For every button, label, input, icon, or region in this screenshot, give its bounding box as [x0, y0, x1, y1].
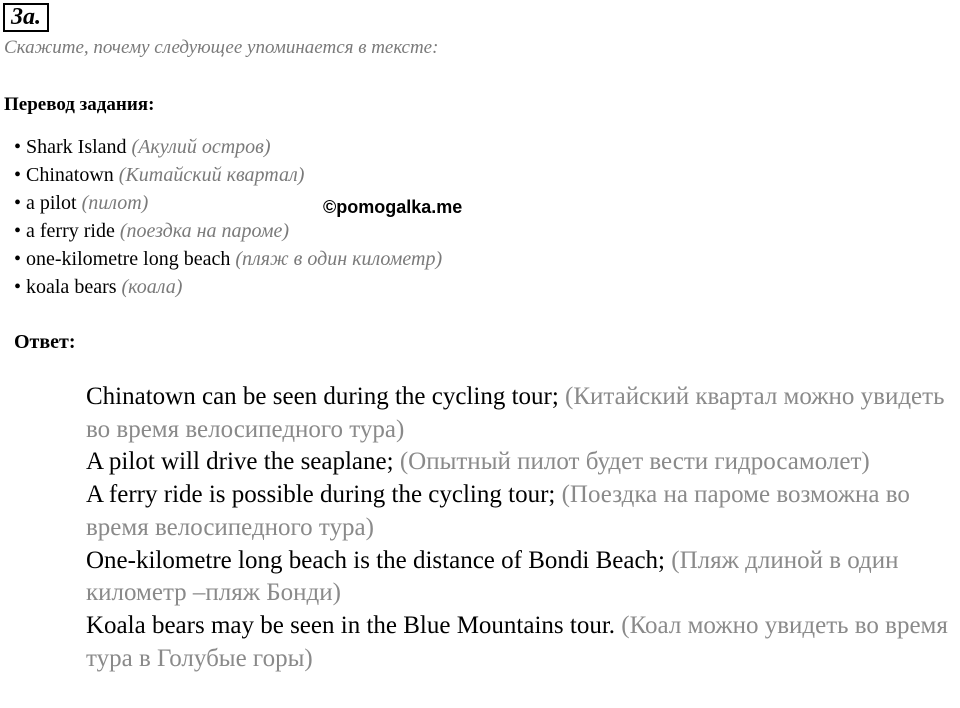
answer-ru: (Поездка на пароме возможна во время велосипедного тура) — [86, 481, 910, 541]
term-ru: (пляж в один километр) — [235, 248, 443, 270]
answer-ru: (Коал можно увидеть во время тура в Голубые горы) — [86, 611, 948, 672]
answer-en: A pilot will drive the seaplane; — [86, 448, 394, 476]
answer-line — [86, 610, 960, 675]
answer-text — [86, 381, 960, 675]
term-ru: (пилот) — [81, 192, 149, 214]
answer-ru: (Пляж длиной в один километр –пляж Бонди) — [86, 546, 899, 607]
list-item — [14, 133, 442, 161]
list-item — [14, 217, 442, 245]
task-instruction: Скажите, почему следующее упоминается в тексте: — [4, 37, 439, 58]
term-en: • a ferry ride — [14, 220, 115, 242]
answer-line — [86, 545, 960, 610]
answer-en: Koala bears may be seen in the Blue Mountains tour. — [86, 611, 616, 639]
term-en: • one-kilometre long beach — [14, 248, 231, 270]
term-ru: (Акулий остров) — [131, 136, 271, 158]
term-ru: (Китайский квартал) — [118, 164, 305, 186]
task-number: 3a. — [3, 3, 49, 32]
term-en: • a pilot — [14, 192, 77, 214]
answer-ru: (Китайский квартал можно увидеть во время велосипедного тура) — [86, 383, 945, 443]
watermark: ©pomogalka.me — [323, 197, 463, 217]
answer-ru: (Опытный пилот будет вести гидросамолет) — [399, 448, 870, 476]
term-en: • Shark Island — [14, 136, 127, 158]
translation-heading: Перевод задания: — [4, 94, 155, 115]
answer-line — [86, 381, 960, 446]
term-ru: (поездка на пароме) — [119, 220, 290, 242]
answer-en: One-kilometre long beach is the distance of Bondi Beach; — [86, 546, 665, 574]
answer-line — [86, 479, 960, 544]
term-ru: (коала) — [121, 276, 183, 298]
list-item — [14, 245, 442, 273]
term-en: • Chinatown — [14, 164, 114, 186]
list-item — [14, 161, 442, 189]
answer-en: A ferry ride is possible during the cycling tour; — [86, 481, 556, 509]
answer-en: Chinatown can be seen during the cycling tour; — [86, 383, 559, 410]
answer-heading: Ответ: — [14, 331, 76, 353]
answer-line — [86, 446, 960, 479]
term-en: • koala bears — [14, 276, 117, 298]
list-item — [14, 273, 442, 301]
